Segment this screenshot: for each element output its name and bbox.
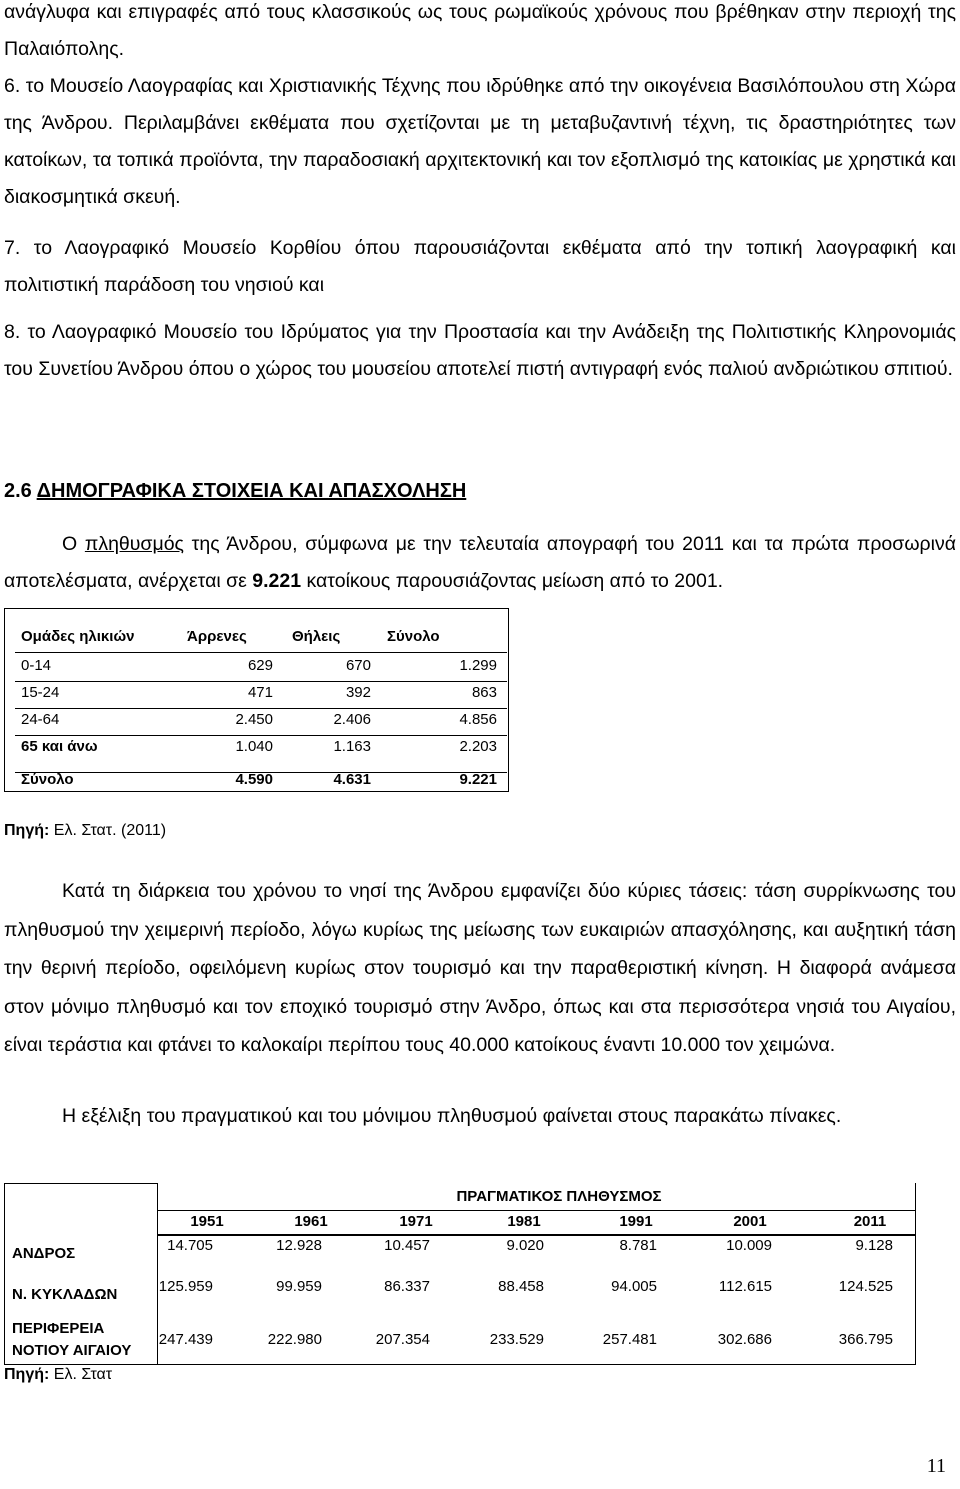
header-total: Σύνολο — [387, 628, 440, 645]
paragraph-museums-5-end: ανάγλυφα και επιγραφές από τους κλασσικούς ως τους ρωμαϊκούς χρόνους που βρέθηκαν στην περιοχή της Παλαιόπολης. — [4, 1, 956, 60]
population-link-text: πληθυσμός — [84, 533, 184, 555]
header-male: Άρρενες — [187, 628, 247, 645]
paragraph-museum-8: 8. το Λαογραφικό Μουσείο του Ιδρύματος για την Προστασία και την Ανάδειξη της Πολιτιστικής Κληρονομιάς του Συνετίου Άνδρου όπου ο χώρος του μουσείου αποτελεί πιστή αντιγραφή ενός παλιού ανδριώτικου σπιτιού. — [4, 321, 956, 380]
paragraph-museum-7: 7. το Λαογραφικό Μουσείο Κορθίου όπου παρουσιάζονται εκθέματα από την τοπική λαογραφική και πολιτιστική παράδοση του νησιού και — [4, 237, 956, 296]
population-table-title: ΠΡΑΓΜΑΤΙΚΟΣ ΠΛΗΘΥΣΜΟΣ — [456, 1188, 662, 1205]
row-label-cyclades: Ν. ΚΥΚΛΑΔΩΝ — [12, 1286, 118, 1303]
section-number: 2.6 — [4, 480, 32, 502]
age-group-table — [4, 608, 509, 792]
page-number: 11 — [926, 1455, 946, 1477]
table-total-row: Σύνολο 4.590 4.631 9.221 — [21, 771, 497, 788]
year-header: 2001 — [733, 1213, 767, 1230]
header-age-groups: Ομάδες ηλικιών — [21, 628, 135, 645]
table-row: 24-64 2.450 2.406 4.856 — [5, 709, 510, 736]
year-header: 1971 — [399, 1213, 433, 1230]
year-header: 1981 — [507, 1213, 541, 1230]
header-female: Θήλεις — [292, 628, 341, 645]
section-title: ΔΗΜΟΓΡΑΦΙΚΑ ΣΤΟΙΧΕΙΑ ΚΑΙ ΑΠΑΣΧΟΛΗΣΗ — [36, 480, 467, 502]
year-header: 1951 — [190, 1213, 224, 1230]
year-header: 1991 — [619, 1213, 653, 1230]
table-row: 65 και άνω 1.040 1.163 2.203 — [21, 738, 497, 755]
year-header: 2011 — [853, 1213, 887, 1230]
population-total-value: 9.221 — [252, 570, 302, 592]
source-note-1: Πηγή: Ελ. Στατ. (2011) — [4, 822, 167, 839]
source-note-2: Πηγή: Ελ. Στατ — [4, 1366, 113, 1383]
age-table-header — [5, 628, 510, 652]
paragraph-museum-6: 6. το Μουσείο Λαογραφίας και Χριστιανικής Τέχνης που ιδρύθηκε από την οικογένεια Βασιλόπουλου στη Χώρα της Άνδρου. Περιλαμβάνει εκθέματα που σχετίζονται με τη μεταβυζαντινή τέχνη, τις δραστηριότητες των κατοίκων, τα τοπικά προϊόντα, την παραδοσιακή αρχιτεκτονική και τον εξοπλισμό της κατοικίας με χρηστικά και διακοσμητικά σκευή. — [4, 75, 956, 208]
table-row: 15-24 471 392 863 — [5, 682, 510, 709]
row-label-south-aegean: ΠΕΡΙΦΕΡΕΙΑ — [12, 1320, 105, 1337]
paragraph-census: Ο πληθυσμός της Άνδρου, σύμφωνα με την τελευταία απογραφή του 2011 και τα πρώτα προσωρινά αποτελέσματα, ανέρχεται σε 9.221 κατοίκους παρουσιάζοντας μείωση από το 2001. — [4, 533, 956, 592]
year-header: 1961 — [294, 1213, 328, 1230]
row-label-south-aegean-2: ΝΟΤΙΟΥ ΑΙΓΑΙΟΥ — [12, 1342, 132, 1359]
paragraph-tables-intro: Η εξέλιξη του πραγματικού και του μόνιμου πληθυσμού φαίνεται στους παρακάτω πίνακες. — [62, 1105, 842, 1127]
row-label-andros: ΑΝΔΡΟΣ — [12, 1245, 76, 1262]
table-row: 0-14 629 670 1.299 — [5, 655, 510, 682]
real-population-table: ΠΡΑΓΜΑΤΙΚΟΣ ΠΛΗΘΥΣΜΟΣ 1951 1961 1971 1981 1991 2001 2011 ΑΝΔΡΟΣ 14.705 12.928 10.457 9.020 8.781 10.009 9.128 Ν. ΚΥΚΛΑΔΩΝ 125.959 99.959 86.337 88.458 94.005 112.615 124.525 ΠΕΡΙΦΕΡΕΙΑ ΝΟΤΙΟΥ ΑΙΓΑΙΟΥ 247.439 222.980 207.354 233.529 257.481 302.686 366.795 — [4, 1183, 916, 1365]
paragraph-seasonal-trends: Κατά τη διάρκεια του χρόνου το νησί της Άνδρου εμφανίζει δύο κύριες τάσεις: τάση συρρίκνωσης του πληθυσμού την χειμερινή περίοδο, λόγω κυρίως της μείωσης των ευκαιριών απασχόλησης, και αυξητική τάση την θερινή περίοδο, οφειλόμενη κυρίως στον τουρισμό και την παραθεριστική κίνηση. Η διαφορά ανάμεσα στον μόνιμο πληθυσμό και τον εποχικό τουρισμό στην Άνδρο, όπως και στα περισσότερα νησιά του Αιγαίου, είναι τεράστια και φτάνει το καλοκαίρι περίπου τους 40.000 κατοίκους έναντι 10.000 τον χειμώνα. — [4, 880, 956, 1056]
section-heading — [4, 480, 466, 503]
